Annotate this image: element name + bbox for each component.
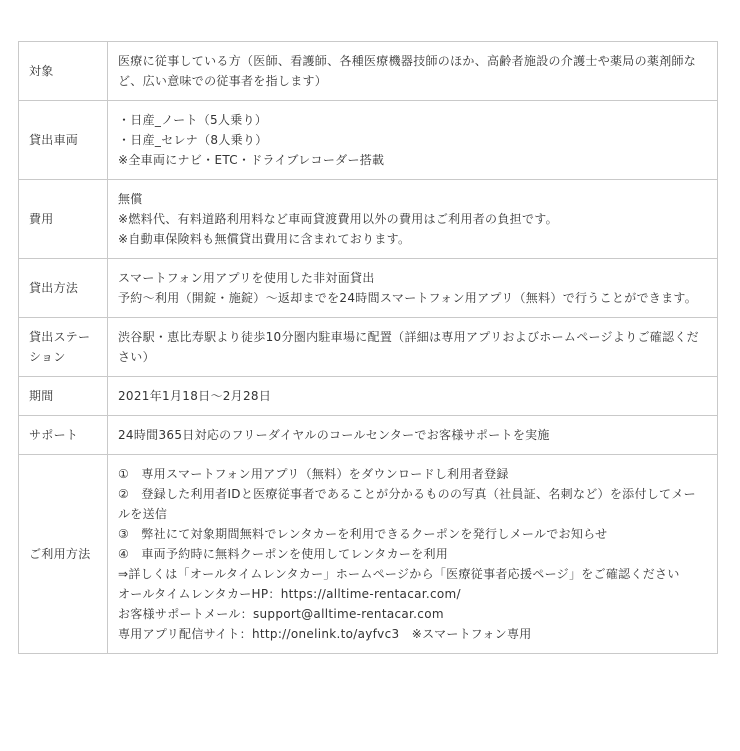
content-line: 2021年1月18日〜2月28日 [118, 389, 272, 403]
table-row [19, 318, 718, 377]
content-line: ③ 弊社にて対象期間無料でレンタカーを利用できるクーポンを発行しメールでお知らせ [118, 527, 608, 541]
row-label: 費用 [19, 180, 108, 259]
table-row [19, 101, 718, 180]
content-line: ⇒詳しくは「オールタイムレンタカー」ホームページから「医療従事者応援ページ」をご確認ください [118, 567, 680, 581]
row-label: ご利用方法 [19, 455, 108, 654]
row-label: 対象 [19, 42, 108, 101]
table-row [19, 416, 718, 455]
row-content [108, 377, 718, 416]
table-row [19, 42, 718, 101]
row-content [108, 416, 718, 455]
content-line: ① 専用スマートフォン用アプリ（無料）をダウンロードし利用者登録 [118, 467, 509, 481]
info-table [18, 41, 718, 654]
row-content [108, 455, 718, 654]
table-row [19, 455, 718, 654]
content-line: お客様サポートメール：support@alltime-rentacar.com [118, 607, 444, 621]
row-label: 貸出車両 [19, 101, 108, 180]
table-row [19, 377, 718, 416]
content-line: ④ 車両予約時に無料クーポンを使用してレンタカーを利用 [118, 547, 449, 561]
content-line: ※燃料代、有料道路利用料など車両貸渡費用以外の費用はご利用者の負担です。 [118, 212, 558, 226]
content-line: 渋谷駅・恵比寿駅より徒歩10分圏内駐車場に配置（詳細は専用アプリおよびホームページよりご確認ください） [118, 330, 699, 364]
content-line: ・日産_セレナ（8人乗り） [118, 133, 268, 147]
content-line: 専用アプリ配信サイト：http://onelink.to/ayfvc3 ※スマートフォン専用 [118, 627, 532, 641]
content-line: 医療に従事している方（医師、看護師、各種医療機器技師のほか、高齢者施設の介護士や薬局の薬剤師など、広い意味での従事者を指します） [118, 54, 697, 88]
row-label: サポート [19, 416, 108, 455]
info-table-body [19, 42, 718, 654]
content-line: ※全車両にナビ・ETC・ドライブレコーダー搭載 [118, 153, 385, 167]
content-line: スマートフォン用アプリを使用した非対面貸出 [118, 271, 375, 285]
table-row [19, 259, 718, 318]
content-line: オールタイムレンタカーHP：https://alltime-rentacar.com/ [118, 587, 461, 601]
row-content [108, 180, 718, 259]
content-line: 無償 [118, 192, 143, 206]
table-row [19, 180, 718, 259]
content-line: ※自動車保険料も無償貸出費用に含まれております。 [118, 232, 411, 246]
row-content [108, 259, 718, 318]
content-line: 24時間365日対応のフリーダイヤルのコールセンターでお客様サポートを実施 [118, 428, 550, 442]
content-line: 予約〜利用（開錠・施錠）〜返却までを24時間スマートフォン用アプリ（無料）で行うことができます。 [118, 291, 698, 305]
row-content [108, 42, 718, 101]
row-content [108, 101, 718, 180]
content-line: ② 登録した利用者IDと医療従事者であることが分かるものの写真（社員証、名刺など）を添付してメールを送信 [118, 487, 696, 521]
row-label: 貸出方法 [19, 259, 108, 318]
row-content [108, 318, 718, 377]
row-label: 期間 [19, 377, 108, 416]
content-line: ・日産_ノート（5人乗り） [118, 113, 268, 127]
row-label: 貸出ステーション [19, 318, 108, 377]
